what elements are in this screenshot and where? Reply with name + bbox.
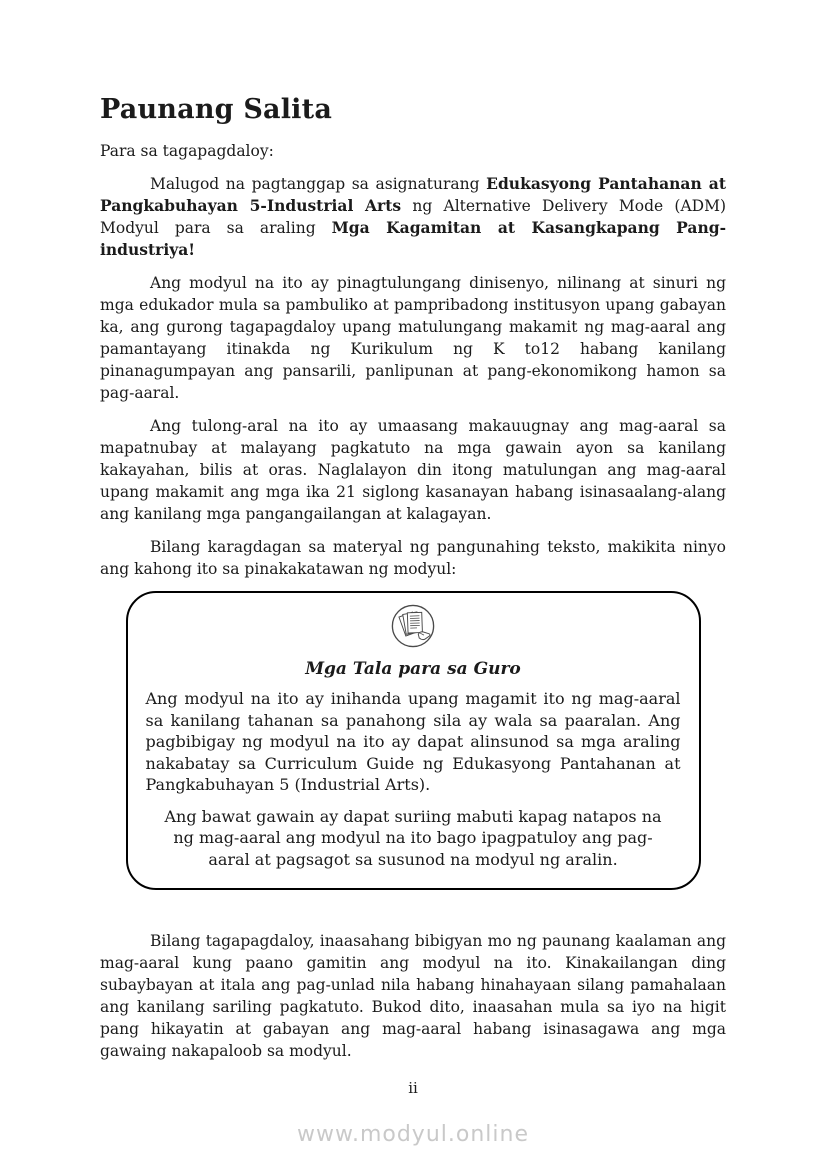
page-title: Paunang Salita — [100, 94, 333, 125]
note-box-centered-paragraph: Ang bawat gawain ay dapat suriing mabuti kapag natapos na ng mag-aaral ang modyul na ito bago ipagpatuloy ang pag-aaral at pagsagot sa susunod na modyul ng aralin. — [164, 806, 662, 869]
body-paragraph: Bilang karagdagan sa materyal ng pangunahing teksto, makikita ninyo ang kahong ito sa pinakakatawan ng modyul: — [100, 538, 726, 578]
salutation: Para sa tagapagdaloy: — [100, 142, 274, 160]
page-number: ii — [408, 1079, 418, 1097]
intro-paragraph: Malugod na pagtanggap sa asignaturang Edukasyong Pantahanan at Pangkabuhayan 5-Industrial Arts ng Alternative Delivery Mode (ADM) Modyul para sa araling Mga Kagamitan at Kasangkapang Pang-industriya! — [100, 174, 726, 259]
note-box-paragraph: Ang modyul na ito ay inihanda upang magamit ito ng mag-aaral sa kanilang tahanan sa panahong sila ay wala sa paaralan. Ang pagbibigay ng modyul na ito ay dapat alinsunod sa mga araling nakabatay sa Curriculum Guide ng Edukasyong Pantahanan at Pangkabuhayan 5 (Industrial Arts). — [145, 689, 681, 794]
closing-paragraph: Bilang tagapagdaloy, inaasahang bibigyan mo ng paunang kaalaman ang mag-aaral kung paano gamitin ang modyul na ito. Kinakailangan ding subaybayan at itala ang pag-unlad nila habang hinahayaan silang pamahalaan ang kanilang sariling pagkatuto. Bukod dito, inaasahan mula sa iyo na higit pang hikayatin at gabayan ang mag-aaral habang isinasagawa ang mga gawaing nakapaloob sa modyul. — [100, 932, 726, 1060]
teacher-notes-box — [126, 591, 701, 890]
papers-in-hand-icon — [146, 603, 681, 653]
body-paragraph: Ang modyul na ito ay pinagtulungang dinisenyo, nilinang at sinuri ng mga edukador mula sa pambuliko at pampribadong institusyon upang gabayan ka, ang gurong tagapagdaloy upang matulungang makamit ng mag-aaral ang pamantayang itinakda ng Kurikulum ng K to12 habang kanilang pinanagumpayan ang pansarili, panlipunan at pang-ekonomikong hamon sa pag-aaral. — [100, 274, 726, 402]
note-box-heading: Mga Tala para sa Guro — [305, 659, 521, 679]
watermark: www.modyul.online — [297, 1122, 529, 1147]
body-paragraph: Ang tulong-aral na ito ay umaasang makauugnay ang mag-aaral sa mapatnubay at malayang pagkatuto na mga gawain ayon sa kanilang kakayahan, bilis at oras. Naglalayon din itong matulungan ang mag-aaral upang makamit ang mga ika 21 siglong kasanayan habang isinasaalang-alang ang kanilang mga pangangailangan at kalagayan. — [100, 417, 726, 523]
